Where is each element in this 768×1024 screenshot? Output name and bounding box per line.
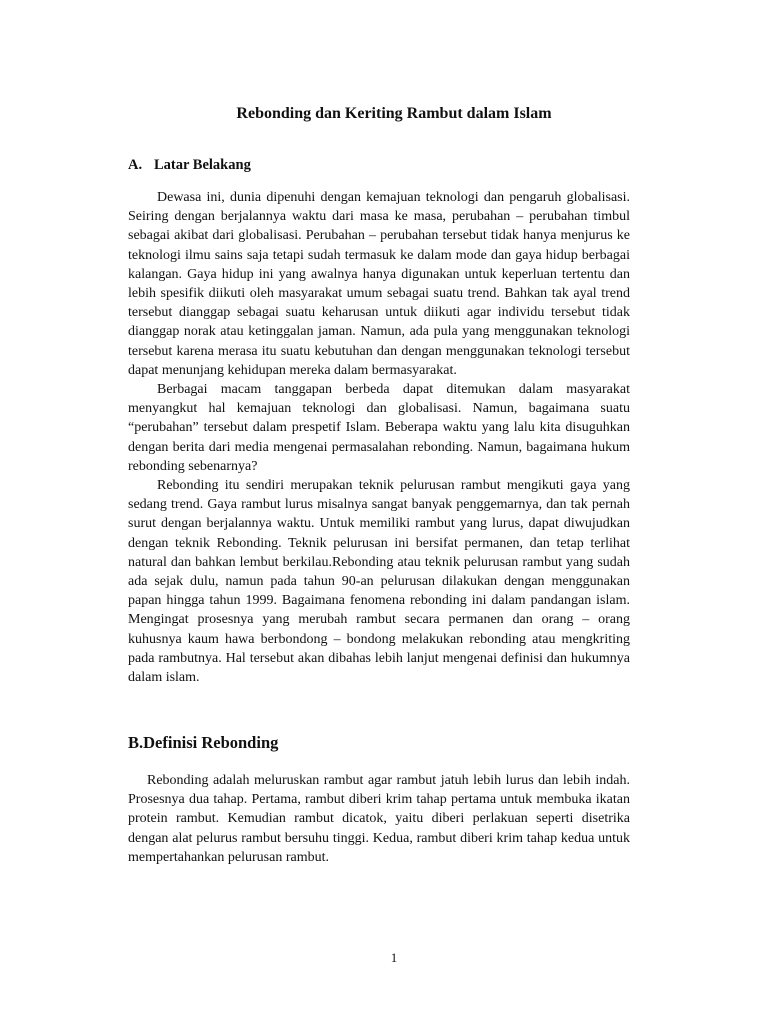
section-b-heading: B.Definisi Rebonding xyxy=(128,733,279,752)
page-number: 1 xyxy=(390,950,398,965)
section-a-title: Latar Belakang xyxy=(154,157,251,173)
paragraph: Rebonding itu sendiri merupakan teknik pelurusan rambut mengikuti gaya yang sedang trend. Gaya rambut lurus misalnya sangat banyak penggemarnya, dan tak pernah surut dengan berjalannya waktu. Untuk memiliki rambut yang lurus, dapat diwujudkan dengan teknik Rebonding. Teknik pelurusan ini bersifat permanen, dan tetap terlihat natural dan bahkan lembut berkilau.Rebonding atau teknik pelurusan rambut yang sudah ada sejak dulu, namun pada tahun 90-an pelurusan dilakukan dengan menggunakan papan hingga tahun 1999. Bagaimana fenomena rebonding ini dalam pandangan islam. Mengingat prosesnya yang merubah rambut secara permanen dan orang – orang kuhusnya kaum hawa berbondong – bondong melakukan rebonding atau mengkriting pada rambutnya. Hal tersebut akan dibahas lebih lanjut mengenai definisi dan hukumnya dalam islam. xyxy=(128,478,630,686)
section-a-body xyxy=(128,188,630,687)
section-b-body xyxy=(128,771,630,867)
paragraph: Berbagai macam tanggapan berbeda dapat ditemukan dalam masyarakat menyangkut hal kemajuan teknologi dan globalisasi. Namun, bagaimana suatu “perubahan” tersebut dalam prespetif Islam. Beberapa waktu yang lalu kita disuguhkan dengan berita dari media mengenai permasalahan rebonding. Namun, bagaimana hukum rebonding sebenarnya? xyxy=(128,382,630,474)
paragraph: Dewasa ini, dunia dipenuhi dengan kemajuan teknologi dan pengaruh globalisasi. Seiring dengan berjalannya waktu dari masa ke masa, perubahan – perubahan timbul sebagai akibat dari globalisasi. Perubahan – perubahan tersebut tidak hanya menjurus ke teknologi ilmu sains saja tetapi sudah termasuk ke dalam mode dan gaya hidup berbagai kalangan. Gaya hidup ini yang awalnya hanya digunakan untuk keperluan tertentu dan lebih spesifik diikuti oleh masyarakat umum sebagai suatu trend. Bahkan tak ayal trend tersebut dianggap sebagai suatu keharusan untuk diikuti agar individu tersebut tidak dianggap norak atau ketinggalan jaman. Namun, ada pula yang menggunakan teknologi tersebut karena merasa itu suatu kebutuhan dan dengan menggunakan teknologi tersebut dapat menunjang kehidupan mereka dalam bermasyarakat. xyxy=(128,190,630,378)
section-a-heading xyxy=(128,156,251,174)
document-title: Rebonding dan Keriting Rambut dalam Islam xyxy=(236,105,552,122)
paragraph: Rebonding adalah meluruskan rambut agar rambut jatuh lebih lurus dan lebih indah. Prosesnya dua tahap. Pertama, rambut diberi krim tahap pertama untuk membuka ikatan protein rambut. Kemudian rambut dicatok, yaitu diberi perlakuan seperti disetrika dengan alat pelurus rambut bersuhu tinggi. Kedua, rambut diberi krim tahap kedua untuk mempertahankan pelurusan rambut. xyxy=(128,773,630,865)
section-a-number: A. xyxy=(128,157,143,173)
